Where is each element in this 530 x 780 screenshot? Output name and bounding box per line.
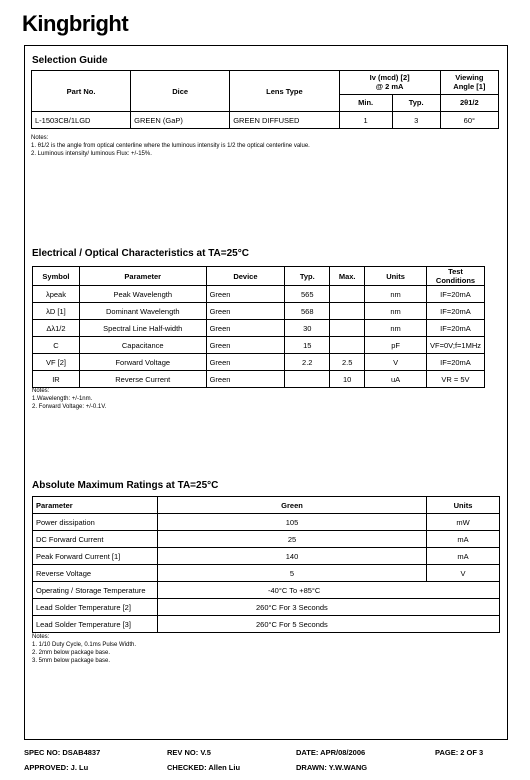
absolute-notes: Notes: 1. 1/10 Duty Cycle, 0.1ms Pulse Width. 2. 2mm below package base. 3. 5mm below package base. — [32, 634, 137, 664]
table-row: Δλ1/2 Spectral Line Half-width Green 30 nm IF=20mA — [33, 320, 485, 337]
header-typ: Typ. — [392, 94, 440, 111]
electrical-notes: Notes: 1.Wavelength: +/-1nm. 2. Forward Voltage: +/-0.1V. — [32, 388, 107, 410]
approved: APPROVED: J. Lu — [24, 763, 89, 772]
table-row: Peak Forward Current [1] 140 mA — [33, 548, 500, 565]
table-row: Power dissipation 105 mW — [33, 514, 500, 531]
rev-no: REV NO: V.5 — [167, 748, 211, 757]
brand-logo: Kingbright — [22, 11, 129, 36]
table-row: Lead Solder Temperature [2] 260°C For 3 Seconds — [33, 599, 500, 616]
header-lens-type: Lens Type — [230, 71, 339, 112]
drawn: DRAWN: Y.W.WANG — [296, 763, 368, 772]
table-row: λD [1] Dominant Wavelength Green 568 nm IF=20mA — [33, 303, 485, 320]
header-angle: 2θ1/2 — [440, 94, 498, 111]
page-number: PAGE: 2 OF 3 — [435, 748, 484, 757]
header-iv: Iv (mcd) [2] @ 2 mA — [339, 71, 440, 95]
table-row: Lead Solder Temperature [3] 260°C For 5 Seconds — [33, 616, 500, 633]
electrical-title: Electrical / Optical Characteristics at TA=25°C — [32, 248, 249, 259]
absolute-table: Parameter Green Units Power dissipation 105 mW DC Forward Current 25 mA Peak Forward Current [1] 140 mA Reverse Voltage 5 V Operating / Storage Temperature -40°C To +85°C Lead Solder Temperature [2] 260°C For 3 Seconds Lead Solder Temperature [3] 260°C For 5 Seconds — [32, 496, 500, 633]
electrical-table: Symbol Parameter Device Typ. Max. Units Test Conditions λpeak Peak Wavelength Green 565 nm IF=20mA λD [1] Dominant Wavelength Green 568 nm IF=20mA Δλ1/2 Spectral Line Half-width Green 30 nm IF=20mA C Capacitance Green 15 pF VF=0V;f=1MHz VF [2] Forward Voltage Green 2.2 2.5 V IF=20mA IR Reverse Current Green 10 uA VR = 5V — [32, 266, 485, 388]
table-row: L-1503CB/1LGD GREEN (GaP) GREEN DIFFUSED 1 3 60° — [32, 112, 499, 129]
absolute-title: Absolute Maximum Ratings at TA=25°C — [32, 480, 219, 491]
header-viewing: Viewing Angle [1] — [440, 71, 498, 95]
header-min: Min. — [339, 94, 392, 111]
table-row: C Capacitance Green 15 pF VF=0V;f=1MHz — [33, 337, 485, 354]
header-dice: Dice — [131, 71, 230, 112]
table-row: λpeak Peak Wavelength Green 565 nm IF=20mA — [33, 286, 485, 303]
table-row: VF [2] Forward Voltage Green 2.2 2.5 V IF=20mA — [33, 354, 485, 371]
header-part-no: Part No. — [32, 71, 131, 112]
selection-guide-title: Selection Guide — [32, 55, 108, 66]
spec-no: SPEC NO: DSAB4837 — [24, 748, 101, 757]
table-row: Operating / Storage Temperature -40°C To +85°C — [33, 582, 500, 599]
date: DATE: APR/08/2006 — [296, 748, 366, 757]
checked: CHECKED: Allen Liu — [167, 763, 241, 772]
selection-table — [31, 70, 499, 129]
table-row: IR Reverse Current Green 10 uA VR = 5V — [33, 371, 485, 388]
table-row: Reverse Voltage 5 V — [33, 565, 500, 582]
selection-notes: Notes: 1. θ1/2 is the angle from optical centerline where the luminous intensity is 1/2 the optical centerline value. 2. Luminous intensity/ luminous Flux: +/-15%. — [31, 135, 310, 157]
table-row: DC Forward Current 25 mA — [33, 531, 500, 548]
